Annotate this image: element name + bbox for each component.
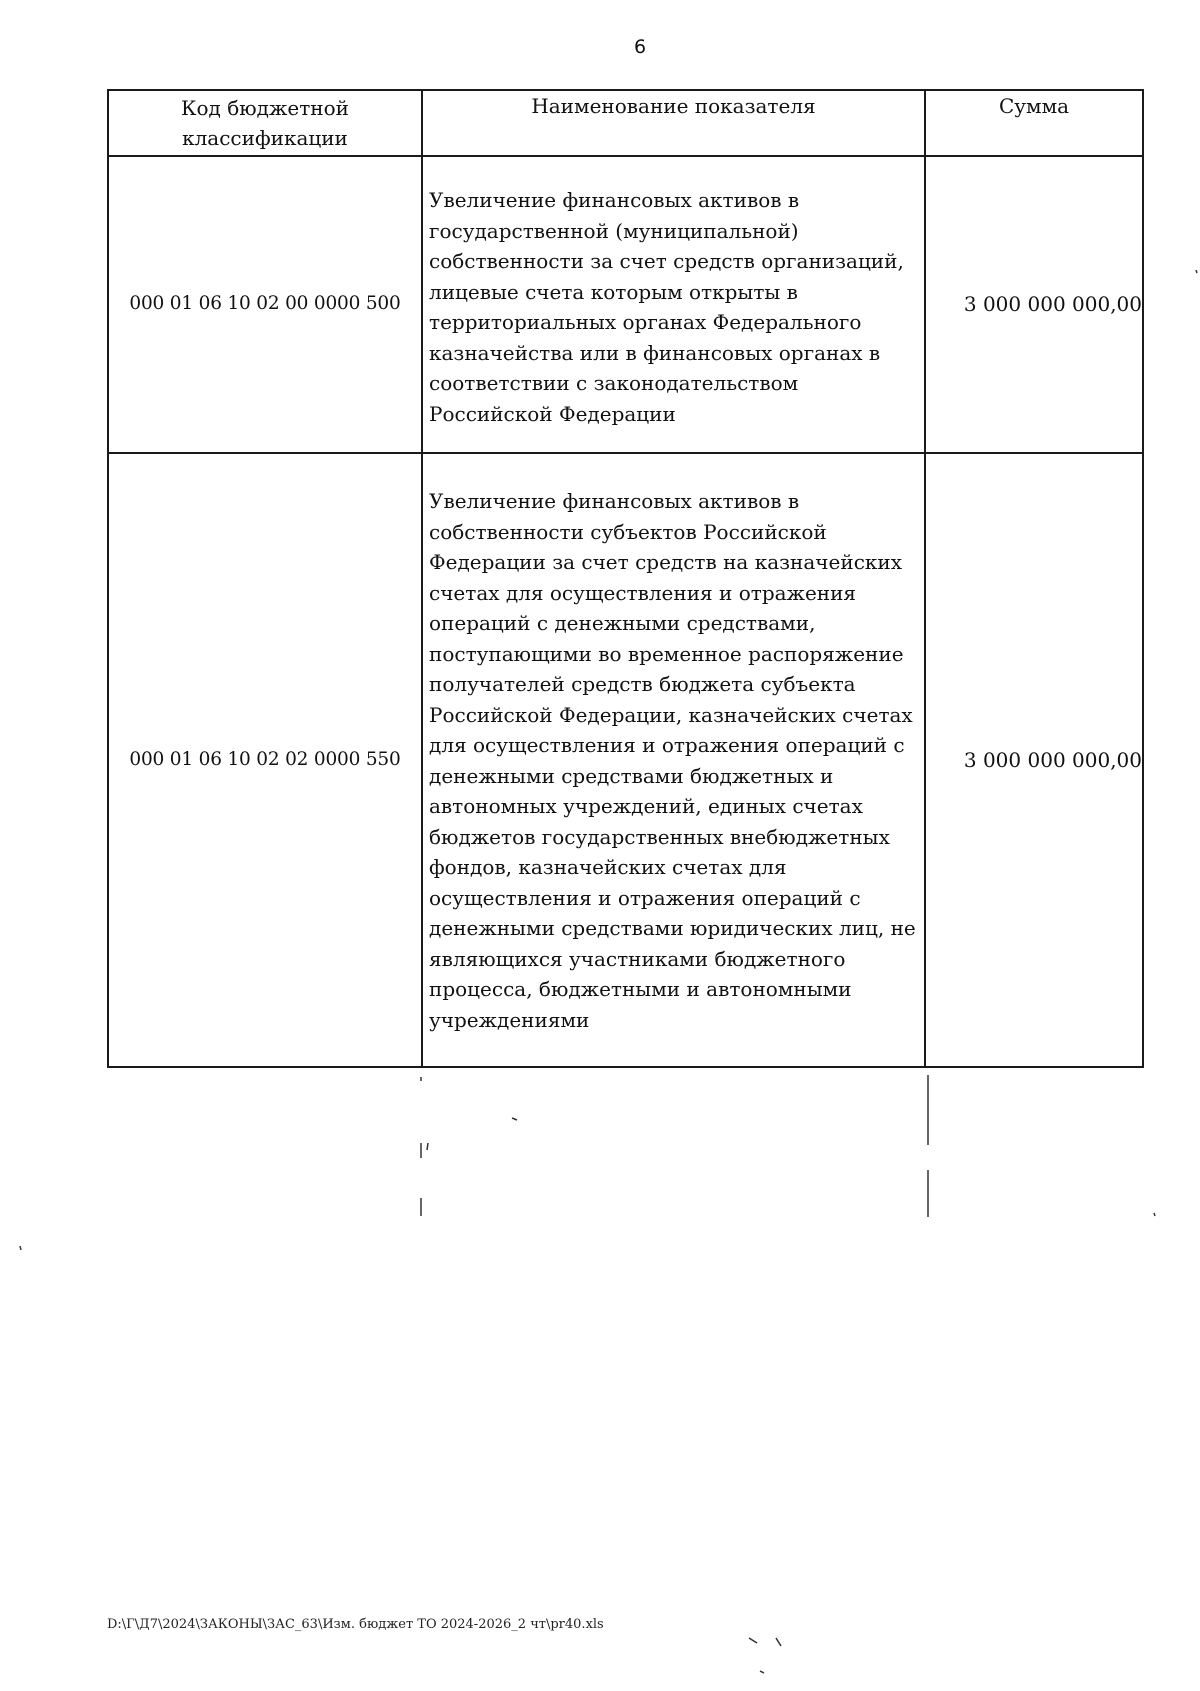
header-name: Наименование показателя bbox=[422, 90, 925, 156]
table-row bbox=[108, 453, 1143, 1067]
row-code: 000 01 06 10 02 00 0000 500 bbox=[108, 156, 422, 453]
budget-classification-table bbox=[107, 89, 1144, 1068]
table-row bbox=[108, 156, 1143, 453]
page-number: 6 bbox=[633, 36, 647, 58]
header-code: Код бюджетной классификации bbox=[108, 90, 422, 156]
row-name: Увеличение финансовых активов в собственности субъектов Российской Федерации за счет средств на казначейских счетах для осуществления и отражения операций с денежными средствами, поступающими во временное распоряжение получателей средств бюджета субъекта Российской Федерации, казначейских счетах для осуществления и отражения операций с денежными средствами бюджетных и автономных учреждений, единых счетах бюджетов государственных внебюджетных фондов, казначейских счетах для осуществления и отражения операций с денежными средствами юридических лиц, не являющихся участниками бюджетного процесса, бюджетными и автономными учреждениями bbox=[422, 453, 925, 1067]
row-sum: 3 000 000 000,00 bbox=[925, 156, 1143, 453]
row-sum: 3 000 000 000,00 bbox=[925, 453, 1143, 1067]
footer-file-path: D:\Г\Д7\2024\ЗАКОНЫ\ЗАС_63\Изм. бюджет ТО 2024-2026_2 чт\pr40.xls bbox=[107, 1617, 604, 1632]
row-code: 000 01 06 10 02 02 0000 550 bbox=[108, 453, 422, 1067]
header-sum: Сумма bbox=[925, 90, 1143, 156]
table-header-row bbox=[108, 90, 1143, 156]
row-name: Увеличение финансовых активов в государственной (муниципальной) собственности за счет средств организаций, лицевые счета которым открыты в территориальных органах Федерального казначейства или в финансовых органах в соответствии с законодательством Российской Федерации bbox=[422, 156, 925, 453]
